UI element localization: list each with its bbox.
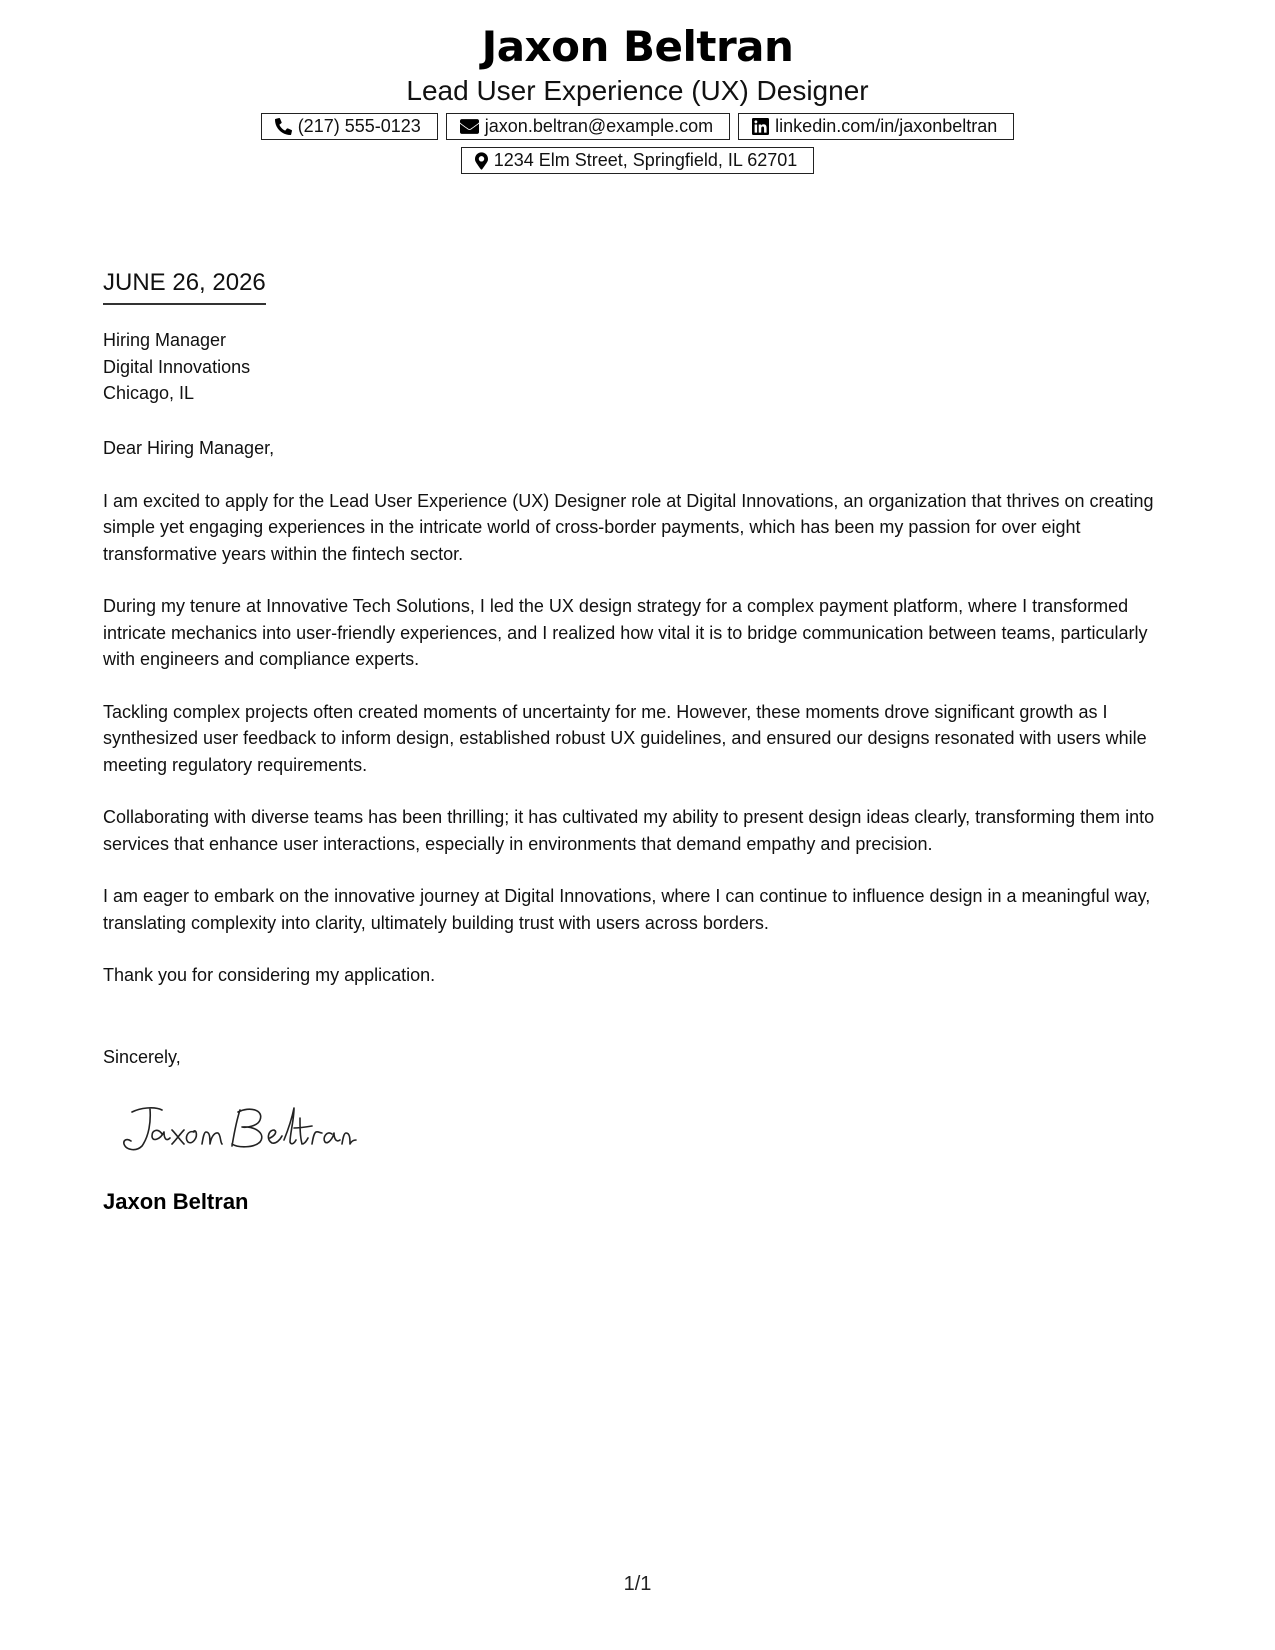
letter-body: [103, 435, 1183, 1015]
salutation: Dear Hiring Manager,: [103, 438, 275, 458]
linkedin-icon: [752, 118, 769, 135]
map-pin-icon: [475, 152, 488, 170]
body-paragraph: Tackling complex projects often created moments of uncertainty for me. However, these moments drove significant growth as I synthesized user feedback to inform design, established robust UX guidelines, and ensured our designs resonated with users while meeting regulatory requirements.: [103, 701, 1147, 775]
applicant-title: Lead User Experience (UX) Designer: [406, 75, 869, 106]
body-paragraph: Thank you for considering my application.: [103, 965, 436, 985]
phone-text: (217) 555-0123: [297, 116, 421, 136]
letter-header: [0, 22, 1275, 174]
linkedin-contact: [738, 113, 1014, 140]
email-text: jaxon.beltran@example.com: [484, 116, 714, 136]
recipient-line: Hiring Manager: [103, 330, 227, 350]
letter-date: JUNE 26, 2026: [103, 268, 266, 305]
body-paragraph: Collaborating with diverse teams has been thrilling; it has cultivated my ability to present design ideas clearly, transforming them into services that enhance user interactions, especially in environments that demand empathy and precision.: [103, 807, 1155, 854]
page-number: 1/1: [623, 1573, 652, 1595]
envelope-icon: [460, 119, 479, 134]
body-paragraph: I am excited to apply for the Lead User Experience (UX) Designer role at Digital Innovations, an organization that thrives on creating simple yet engaging experiences in the intricate world of cross-border payments, which has been my passion for over eight transformative years within the fintech sector.: [103, 490, 1154, 564]
applicant-name: Jaxon Beltran: [481, 22, 794, 71]
contact-row: [0, 113, 1275, 140]
recipient-line: Digital Innovations: [103, 356, 251, 377]
address-text: 1234 Elm Street, Springfield, IL 62701: [493, 150, 798, 170]
phone-icon: [275, 118, 292, 135]
signer-name: Jaxon Beltran: [103, 1189, 249, 1214]
body-paragraph: I am eager to embark on the innovative journey at Digital Innovations, where I can continue to influence design in a meaningful way, translating complexity into clarity, ultimately building trust with users across borders.: [103, 886, 1151, 933]
recipient-line: Chicago, IL: [103, 383, 195, 403]
phone-contact: [261, 113, 438, 140]
handwritten-signature: [118, 1100, 358, 1156]
address-row: [0, 147, 1275, 174]
recipient-block: [103, 327, 250, 407]
closing: Sincerely,: [103, 1047, 181, 1067]
address-contact: [461, 147, 815, 174]
email-contact: [446, 113, 730, 140]
body-paragraph: During my tenure at Innovative Tech Solutions, I led the UX design strategy for a complex payment platform, where I transformed intricate mechanics into user-friendly experiences, and I realized how vital it is to bridge communication between teams, particularly with engineers and compliance experts.: [103, 596, 1148, 669]
linkedin-text: linkedin.com/in/jaxonbeltran: [775, 116, 998, 136]
